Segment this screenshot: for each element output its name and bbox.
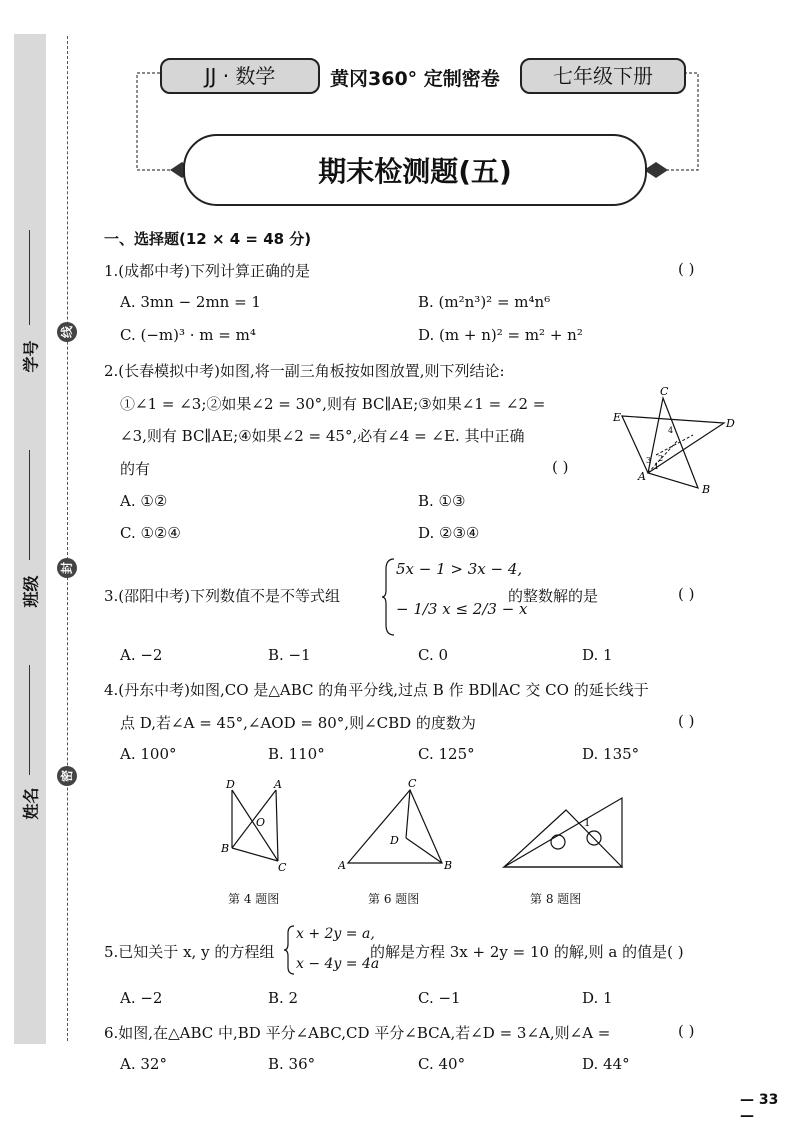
q2-label-4: 4 <box>668 426 674 435</box>
q2-label-c: C <box>660 385 669 398</box>
q6-stem: 6.如图,在△ABC 中,BD 平分∠ABC,CD 平分∠BCA,若∠D = 3∠A,则∠A = <box>104 1024 611 1042</box>
q6-option-b: B. 36° <box>268 1055 316 1073</box>
q5-option-a: A. −2 <box>120 989 163 1007</box>
figure-4 <box>216 776 296 876</box>
seal-cut-mark: 密 <box>57 766 77 786</box>
q2-line2: ①∠1 = ∠3;②如果∠2 = 30°,则有 BC∥AE;③如果∠1 = ∠2 = <box>120 395 546 413</box>
q2-label-b: B <box>702 483 711 496</box>
q5-option-d: D. 1 <box>582 989 613 1007</box>
q4-line2: 点 D,若∠A = 45°,∠AOD = 80°,则∠CBD 的度数为 <box>120 714 476 732</box>
q3-answer-paren: ( ) <box>678 585 695 603</box>
q5-equation-2: x − 4y = 4a <box>296 956 380 972</box>
f4-label-b: B <box>221 842 230 855</box>
q3-stem-tail: 的整数解的是 <box>508 587 599 605</box>
q3-inequality-1: 5x − 1 > 3x − 4, <box>396 560 523 578</box>
q5-option-b: B. 2 <box>268 989 299 1007</box>
seal-line-mark: 线 <box>57 322 77 342</box>
q3-brace <box>382 557 396 637</box>
q1-answer-paren: ( ) <box>678 260 695 278</box>
caption-fig4: 第 4 题图 <box>228 892 280 906</box>
q1-option-a: A. 3mn − 2mn = 1 <box>120 293 261 311</box>
q1-option-d: D. (m + n)² = m² + n² <box>418 326 583 344</box>
figure-6 <box>338 776 458 876</box>
class-blank <box>29 450 30 560</box>
subject-pill: JJ · 数学 <box>160 58 320 94</box>
q3-option-b: B. −1 <box>268 646 311 664</box>
q4-option-c: C. 125° <box>418 745 475 763</box>
series-title: 黄冈360° 定制密卷 <box>330 68 500 90</box>
name-label: 姓名 <box>21 787 41 820</box>
q4-option-b: B. 110° <box>268 745 325 763</box>
q2-stem: 2.(长春模拟中考)如图,将一副三角板按如图放置,则下列结论: <box>104 362 505 380</box>
q1-option-b: B. (m²n³)² = m⁴n⁶ <box>418 293 551 311</box>
q4-stem: 4.(丹东中考)如图,CO 是△ABC 的角平分线,过点 B 作 BD∥AC 交 CO 的延长线于 <box>104 681 649 699</box>
q5-option-c: C. −1 <box>418 989 461 1007</box>
page-number: — 33 — <box>740 1092 779 1124</box>
name-blank <box>29 665 30 775</box>
caption-fig6: 第 6 题图 <box>368 892 420 906</box>
q3-inequality-2: − 1/3 x ≤ 2/3 − x <box>396 600 528 618</box>
f6-label-a: A <box>338 859 346 872</box>
figure-8 <box>500 790 630 870</box>
q4-answer-paren: ( ) <box>678 712 695 730</box>
q2-line4: 的有 <box>120 460 151 478</box>
q5-equation-1: x + 2y = a, <box>296 926 375 942</box>
q5-stem-tail: 的解是方程 3x + 2y = 10 的解,则 a 的值是( ) <box>370 943 684 961</box>
q2-label-3: 3 <box>646 456 652 465</box>
f6-label-d: D <box>390 834 399 847</box>
caption-fig8: 第 8 题图 <box>530 892 582 906</box>
grade-pill: 七年级下册 <box>520 58 686 94</box>
student-no-blank <box>29 230 30 325</box>
q1-stem: 1.(成都中考)下列计算正确的是 <box>104 262 311 280</box>
f4-label-a: A <box>274 778 282 791</box>
f6-label-c: C <box>408 777 417 790</box>
q6-option-d: D. 44° <box>582 1055 630 1073</box>
q3-option-d: D. 1 <box>582 646 613 664</box>
q2-label-e: E <box>613 411 622 424</box>
q2-label-a: A <box>638 470 646 483</box>
f4-label-c: C <box>278 861 287 874</box>
q1-option-c: C. (−m)³ · m = m⁴ <box>120 326 256 344</box>
seal-seal-mark: 封 <box>57 558 77 578</box>
q2-label-2: 2 <box>658 454 664 463</box>
q2-option-a: A. ①② <box>120 492 168 510</box>
q5-stem: 5.已知关于 x, y 的方程组 <box>104 943 275 961</box>
q2-label-1: 1 <box>654 462 660 471</box>
q3-option-a: A. −2 <box>120 646 163 664</box>
q6-answer-paren: ( ) <box>678 1022 695 1040</box>
section-heading: 一、选择题(12 × 4 = 48 分) <box>104 230 312 248</box>
q4-option-d: D. 135° <box>582 745 640 763</box>
q2-line3: ∠3,则有 BC∥AE;④如果∠2 = 45°,必有∠4 = ∠E. 其中正确 <box>120 427 525 445</box>
q2-label-d: D <box>726 417 735 430</box>
q5-brace <box>284 924 296 976</box>
q6-option-c: C. 40° <box>418 1055 466 1073</box>
f6-label-b: B <box>444 859 453 872</box>
q2-figure <box>608 385 743 500</box>
page-title: 期末检测题(五) <box>318 155 512 188</box>
q3-stem: 3.(邵阳中考)下列数值不是不等式组 <box>104 587 341 605</box>
f4-label-d: D <box>226 778 235 791</box>
q2-answer-paren: ( ) <box>552 458 569 476</box>
f8-label-1: 1 <box>584 818 591 829</box>
f4-label-o: O <box>256 816 266 829</box>
q2-option-c: C. ①②④ <box>120 524 181 542</box>
class-label: 班级 <box>21 575 41 608</box>
student-no-label: 学号 <box>21 340 41 373</box>
q2-option-b: B. ①③ <box>418 492 466 510</box>
q2-option-d: D. ②③④ <box>418 524 480 542</box>
q4-option-a: A. 100° <box>120 745 177 763</box>
q6-option-a: A. 32° <box>120 1055 167 1073</box>
q3-option-c: C. 0 <box>418 646 449 664</box>
